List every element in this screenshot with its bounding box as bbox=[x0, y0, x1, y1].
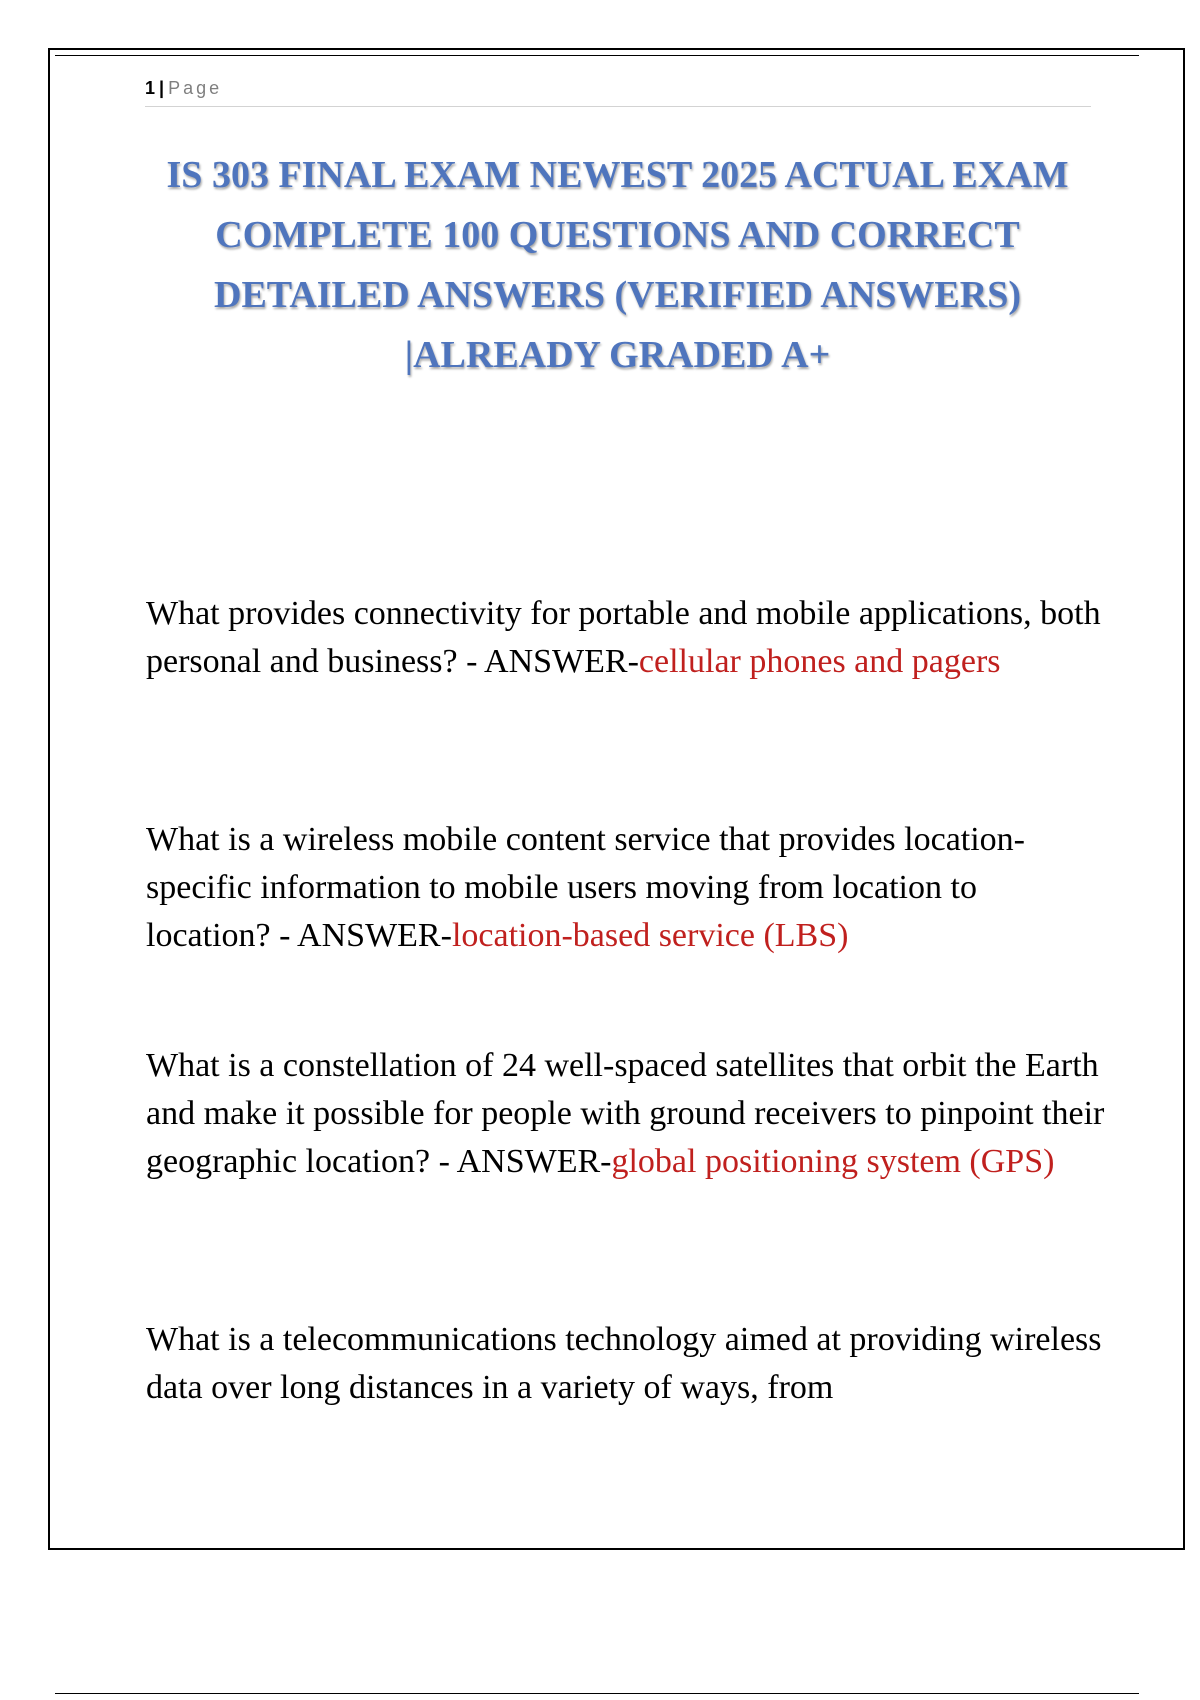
question-text: What is a telecommunications technology aimed at providing wireless data over long distances in a variety of ways, from bbox=[146, 1321, 1102, 1406]
question-text: What provides connectivity for portable and mobile applications, both personal and business? - ANSWER- bbox=[146, 595, 1101, 680]
question-text: What is a wireless mobile content service that provides location-specific information to mobile users moving from location to location? - ANSWER- bbox=[146, 821, 1026, 954]
page-separator: | bbox=[159, 78, 165, 98]
answer-text: location-based service (LBS) bbox=[451, 917, 849, 954]
page-word: Page bbox=[168, 78, 223, 98]
qa-item bbox=[146, 1042, 1106, 1186]
qa-item bbox=[146, 590, 1106, 686]
qa-item bbox=[146, 1316, 1106, 1412]
question-text: What is a constellation of 24 well-spaced satellites that orbit the Earth and make it possible for people with ground receivers to pinpoint their geographic location? - ANSWER- bbox=[146, 1047, 1105, 1180]
page-number: 1 bbox=[145, 78, 156, 98]
bottom-rule bbox=[55, 1693, 1139, 1694]
page-header bbox=[145, 74, 1091, 107]
qa-item bbox=[146, 816, 1106, 960]
document-title: IS 303 FINAL EXAM NEWEST 2025 ACTUAL EXAM COMPLETE 100 QUESTIONS AND CORRECT DETAILED ANSWERS (VERIFIED ANSWERS) |ALREADY GRADED A+ bbox=[166, 154, 1069, 376]
answer-text: cellular phones and pagers bbox=[638, 643, 1001, 680]
answer-text: global positioning system (GPS) bbox=[611, 1143, 1055, 1180]
